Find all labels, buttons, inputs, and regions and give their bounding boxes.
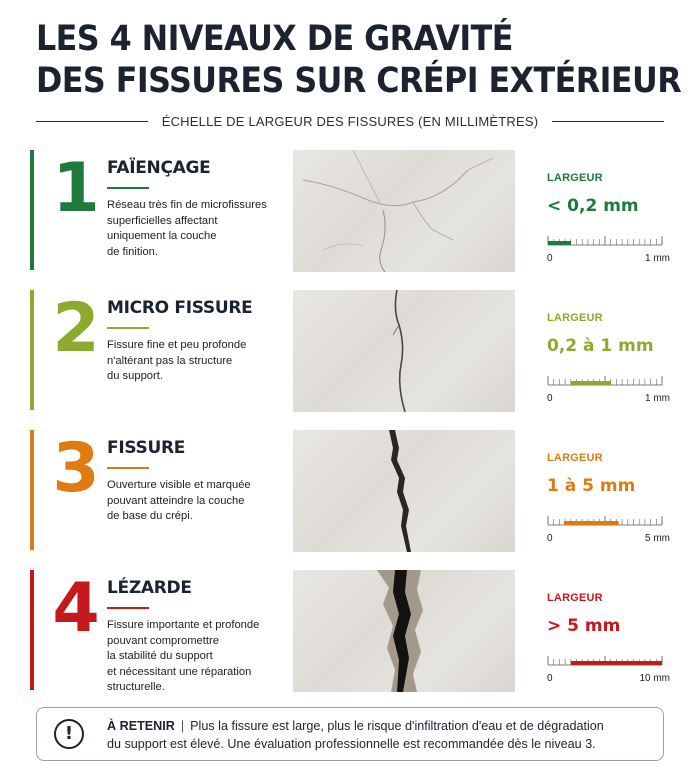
level-number: 4 — [52, 569, 100, 648]
level-number: 1 — [52, 149, 100, 228]
exclamation-circle-icon: ! — [54, 719, 84, 749]
key-takeaway-line-2: du support est élevé. Une évaluation professionnelle est recommandée dès le niveau 3. — [107, 737, 596, 751]
level-row-4 — [30, 569, 670, 693]
crack-photo-micro-fissure — [293, 290, 515, 412]
scale-max: 1 mm — [645, 253, 670, 264]
subtitle-divider-right — [552, 121, 664, 122]
crack-photo-faiencage — [293, 150, 515, 272]
width-scale — [547, 234, 663, 248]
scale-max: 1 mm — [645, 393, 670, 404]
title-line-2: DES FISSURES SUR CRÉPI EXTÉRIEUR — [36, 61, 682, 101]
crack-photo-fissure — [293, 430, 515, 552]
level-description: Fissure fine et peu profonde n'altérant pas la structure du support. — [107, 339, 247, 382]
scale-max: 10 mm — [639, 673, 670, 684]
width-scale — [547, 514, 663, 528]
key-takeaway-line-1: Plus la fissure est large, plus le risque d'infiltration d'eau et de dégradation — [190, 719, 604, 733]
crack-photo-lezarde — [293, 570, 515, 692]
level-name: LÉZARDE — [107, 578, 192, 598]
width-value: > 5 mm — [547, 616, 621, 636]
subtitle-row — [36, 111, 664, 131]
width-scale — [547, 374, 663, 388]
scale-fill — [571, 381, 611, 385]
level-name: MICRO FISSURE — [107, 298, 253, 318]
level-color-bar — [30, 150, 34, 270]
level-name-underline — [107, 467, 149, 469]
level-name-underline — [107, 607, 149, 609]
width-label: LARGEUR — [547, 172, 603, 184]
level-color-bar — [30, 430, 34, 550]
width-value: 0,2 à 1 mm — [547, 336, 654, 356]
scale-fill — [548, 241, 571, 245]
level-row-3 — [30, 430, 670, 550]
width-value: < 0,2 mm — [547, 196, 639, 216]
scale-min: 0 — [547, 533, 553, 544]
width-label: LARGEUR — [547, 592, 603, 604]
width-scale — [547, 654, 663, 668]
level-description: Fissure importante et profonde pouvant compromettre la stabilité du support et nécessitant une réparation structurelle. — [107, 619, 260, 693]
level-name: FAÏENÇAGE — [107, 158, 211, 178]
level-number: 3 — [52, 429, 100, 508]
subtitle: ÉCHELLE DE LARGEUR DES FISSURES (EN MILLIMÈTRES) — [161, 113, 539, 129]
scale-max: 5 mm — [645, 533, 670, 544]
title-line-1: LES 4 NIVEAUX DE GRAVITÉ — [36, 19, 513, 59]
level-color-bar — [30, 570, 34, 690]
level-name: FISSURE — [107, 438, 186, 458]
level-color-bar — [30, 290, 34, 410]
level-description: Réseau très fin de microfissures superficielles affectant uniquement la couche de finition. — [107, 199, 267, 258]
key-takeaway-text — [107, 717, 655, 753]
page-title — [36, 18, 682, 102]
subtitle-divider-left — [36, 121, 148, 122]
key-takeaway-separator: | — [180, 719, 185, 733]
scale-fill — [571, 661, 662, 665]
level-name-underline — [107, 327, 149, 329]
scale-min: 0 — [547, 393, 553, 404]
width-label: LARGEUR — [547, 312, 603, 324]
width-value: 1 à 5 mm — [547, 476, 636, 496]
key-takeaway-heading: À RETENIR — [107, 719, 175, 733]
level-row-2 — [30, 290, 670, 410]
level-number: 2 — [52, 289, 100, 368]
scale-fill — [564, 521, 619, 525]
width-label: LARGEUR — [547, 452, 603, 464]
level-row-1 — [30, 150, 670, 270]
scale-min: 0 — [547, 253, 553, 264]
level-name-underline — [107, 187, 149, 189]
scale-min: 0 — [547, 673, 553, 684]
level-description: Ouverture visible et marquée pouvant atteindre la couche de base du crépi. — [107, 479, 251, 522]
key-takeaway-box — [36, 707, 664, 761]
